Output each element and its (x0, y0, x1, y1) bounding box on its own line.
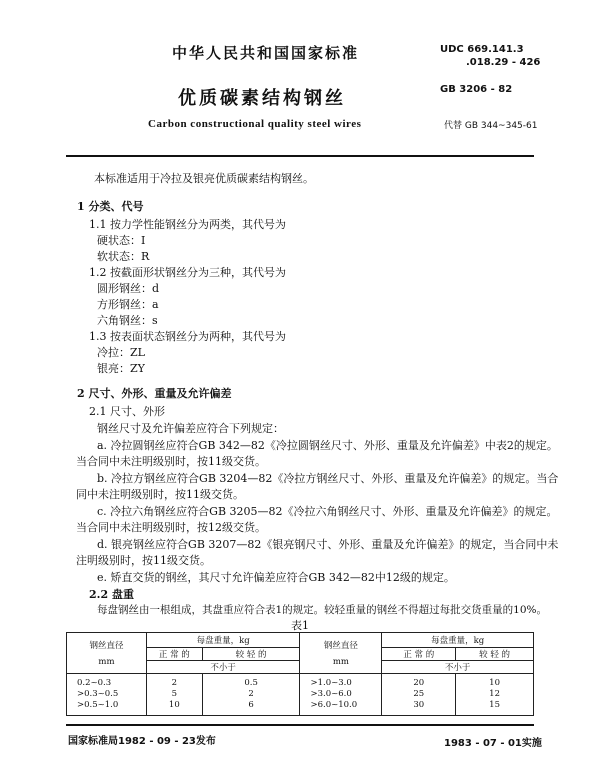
table-row: 0.2~0.3 >0.3~0.5 >0.5~1.0 2 5 10 0.5 2 6 >1.0~3.0 >3.0~6.0 >6.0~10.0 20 25 30 10 12 15 (67, 674, 534, 716)
table-1 (66, 632, 534, 716)
effective-date: 1983 - 07 - 01实施 (444, 738, 542, 749)
clause-2-1-intro: 钢丝尺寸及允许偏差应符合下列规定： (97, 422, 284, 435)
section-2-heading: 2 尺寸、外形、重量及允许偏差 (77, 387, 232, 400)
standard-title-en: Carbon constructional quality steel wires (148, 118, 362, 130)
clause-1-3-cold: 冷拉：ZL (97, 346, 145, 359)
clause-2-2: 2.2 盘重 (89, 588, 134, 601)
clause-2-2-text: 每盘钢丝由一根组成，其盘重应符合表1的规定。较轻重量的钢丝不得超过每批交货重量的10%。 (97, 604, 548, 616)
udc-code-line2: .018.29 - 426 (466, 57, 541, 68)
right-diameter-header: 钢丝直径 mm (300, 633, 382, 674)
clause-2-1-d-cont: 注明级别时，按11级交货。 (76, 554, 211, 567)
clause-1-3-bright: 银亮：ZY (97, 362, 145, 375)
issued-date: 国家标准局1982 - 09 - 23发布 (68, 736, 216, 747)
udc-code-line1: UDC 669.141.3 (440, 44, 524, 55)
left-min-header: 不小于 (146, 661, 300, 674)
header-rule (66, 155, 534, 157)
standard-title-cn: 优质碳素结构钢丝 (178, 88, 346, 109)
clause-2-1-c-cont: 当合同中未注明级别时，按12级交货。 (76, 521, 266, 534)
clause-2-1-b: b. 冷拉方钢丝应符合GB 3204—82《冷拉方钢丝尺寸、外形、重量及允许偏差》的规定。当合 (97, 472, 559, 485)
section-1-heading: 1 分类、代号 (77, 200, 144, 213)
clause-2-1-c: c. 冷拉六角钢丝应符合GB 3205—82《冷拉六角钢丝尺寸、外形、重量及允许偏差》的规定。 (97, 505, 558, 518)
clause-2-1-b-cont: 同中未注明级别时，按11级交货。 (76, 488, 244, 501)
clause-1-1-soft: 软状态：R (97, 250, 150, 263)
clause-2-1-a: a. 冷拉圆钢丝应符合GB 342—82《冷拉圆钢丝尺寸、外形、重量及允许偏差》中表2的规定。 (97, 439, 558, 452)
clause-1-3: 1.3 按表面状态钢丝分为两种，其代号为 (89, 330, 286, 343)
right-light-header: 较 轻 的 (456, 647, 534, 660)
right-normal-header: 正 常 的 (382, 647, 456, 660)
clause-1-1: 1.1 按力学性能钢丝分为两类，其代号为 (89, 218, 286, 231)
left-light-header: 较 轻 的 (202, 647, 300, 660)
clause-2-1-e: e. 矫直交货的钢丝，其尺寸允许偏差应符合GB 342—82中12级的规定。 (97, 571, 455, 584)
clause-1-2: 1.2 按截面形状钢丝分为三种，其代号为 (89, 266, 286, 279)
clause-1-1-hard: 硬状态：I (97, 234, 146, 247)
footer-rule (66, 724, 534, 726)
clause-2-1: 2.1 尺寸、外形 (89, 405, 165, 418)
clause-1-2-square: 方形钢丝：a (97, 298, 159, 311)
clause-2-1-d: d. 银亮钢丝应符合GB 3207—82《银亮钢尺寸、外形、重量及允许偏差》的规定，当合同中未 (97, 538, 559, 551)
left-normal-header: 正 常 的 (146, 647, 202, 660)
right-min-header: 不小于 (382, 661, 534, 674)
clause-1-2-hex: 六角钢丝：s (97, 314, 158, 327)
gb-number: GB 3206 - 82 (440, 84, 513, 95)
table-1-caption: 表1 (291, 619, 309, 632)
clause-1-2-round: 圆形钢丝：d (97, 282, 160, 295)
replaces-standard: 代替 GB 344~345-61 (444, 121, 538, 131)
left-diameter-header: 钢丝直径 mm (67, 633, 147, 674)
national-standard-title: 中华人民共和国国家标准 (172, 44, 360, 62)
left-weight-header: 每盘重量，kg (146, 633, 300, 648)
clause-2-1-a-cont: 当合同中未注明级别时，按11级交货。 (76, 455, 266, 468)
right-weight-header: 每盘重量，kg (382, 633, 534, 648)
intro-text: 本标准适用于冷拉及银亮优质碳素结构钢丝。 (94, 172, 314, 185)
